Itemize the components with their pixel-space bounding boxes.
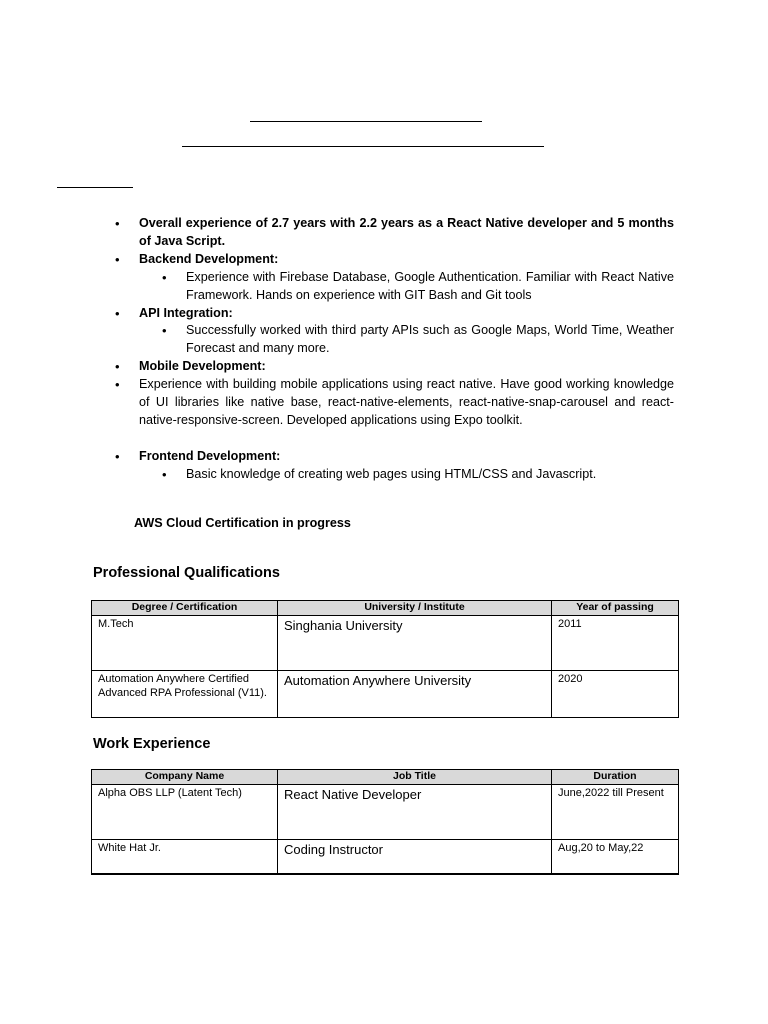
work-experience-table [91, 769, 679, 875]
table-row [92, 840, 679, 875]
cell-university: Singhania University [278, 616, 552, 671]
header-year: Year of passing [552, 601, 679, 616]
cell-duration: June,2022 till Present [552, 785, 679, 840]
summary-item-backend-detail: • Experience with Firebase Database, Google Authentication. Familiar with React Native Framework. Hands on experience with GIT Bash and Git tools [108, 269, 674, 305]
cell-company: White Hat Jr. [92, 840, 278, 875]
work-experience-title: Work Experience [93, 736, 211, 752]
summary-list [108, 215, 674, 484]
cell-degree: M.Tech [92, 616, 278, 671]
work-header-row [92, 770, 679, 785]
heading-underline-name [250, 121, 482, 122]
cell-duration: Aug,20 to May,22 [552, 840, 679, 875]
qualifications-title: Professional Qualifications [93, 565, 280, 581]
summary-spacer [108, 430, 674, 448]
summary-item-overall-experience: • Overall experience of 2.7 years with 2.2 years as a React Native developer and 5 months of Java Script. [108, 215, 674, 251]
cell-degree: Automation Anywhere Certified Advanced RPA Professional (V11). [92, 671, 278, 718]
cell-university: Automation Anywhere University [278, 671, 552, 718]
cell-company: Alpha OBS LLP (Latent Tech) [92, 785, 278, 840]
summary-item-frontend-detail: • Basic knowledge of creating web pages using HTML/CSS and Javascript. [108, 466, 674, 484]
header-duration: Duration [552, 770, 679, 785]
heading-underline-contact [182, 146, 544, 147]
profile-summary [108, 215, 674, 484]
summary-item-backend-heading: • Backend Development: [108, 251, 674, 269]
table-row [92, 785, 679, 840]
cell-year: 2011 [552, 616, 679, 671]
qualifications-header-row [92, 601, 679, 616]
header-degree: Degree / Certification [92, 601, 278, 616]
summary-item-mobile-detail: • Experience with building mobile applications using react native. Have good working knowledge of UI libraries like native base, react-native-elements, react-native-snap-carousel and react-native-responsive-screen. Developed applications using Expo toolkit. [108, 376, 674, 430]
table-row [92, 671, 679, 718]
summary-item-frontend-heading: • Frontend Development: [108, 448, 674, 466]
header-company: Company Name [92, 770, 278, 785]
header-university: University / Institute [278, 601, 552, 616]
header-job-title: Job Title [278, 770, 552, 785]
table-row [92, 616, 679, 671]
cell-job-title: React Native Developer [278, 785, 552, 840]
summary-item-api-heading: • API Integration: [108, 305, 674, 323]
section-underline-summary [57, 187, 133, 188]
cell-job-title: Coding Instructor [278, 840, 552, 875]
summary-item-api-detail: • Successfully worked with third party APIs such as Google Maps, World Time, Weather Forecast and many more. [108, 322, 674, 358]
qualifications-table [91, 600, 679, 718]
cell-year: 2020 [552, 671, 679, 718]
aws-certification-note: AWS Cloud Certification in progress [134, 516, 351, 530]
summary-item-mobile-heading: • Mobile Development: [108, 358, 674, 376]
